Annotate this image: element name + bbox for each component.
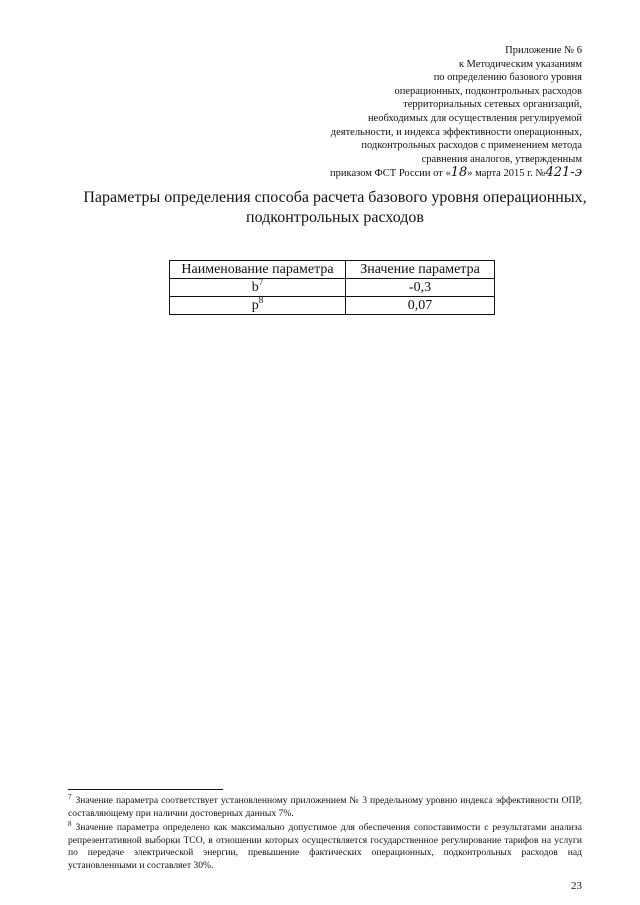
order-mid: » марта 2015 г. №	[467, 168, 546, 180]
appendix-line: деятельности, и индекса эффективности операционных,	[330, 126, 582, 138]
appendix-line: территориальных сетевых организаций,	[403, 99, 582, 111]
appendix-number: Приложение № 6	[505, 45, 582, 56]
table-row	[170, 279, 495, 297]
order-prefix: приказом ФСТ России от «	[330, 168, 451, 180]
table-header-row	[170, 261, 495, 279]
param-footnote-ref: 7	[258, 277, 264, 287]
footnotes	[68, 795, 582, 875]
document-title	[60, 188, 610, 228]
footnote-mark: 7	[68, 793, 72, 801]
title-line-1: Параметры определения способа расчета базового уровня операционных,	[83, 189, 587, 206]
footnote-mark: 8	[68, 820, 72, 829]
page-number: 23	[571, 880, 582, 892]
footnote-text: Значение параметра определено как максимально допустимое для обеспечения сопоставимости с результатами анализа репрезентативной выборки ТСО, в отношении которых осуществляется государственное регулирование тарифов на услуги по передаче электрической энергии, превышение фактических операционных, подконтрольных расходов над установленными и составляет 30%.	[68, 822, 582, 871]
order-line	[330, 166, 582, 181]
appendix-line: к Методическим указаниям	[458, 58, 582, 70]
order-number: 421-э	[545, 165, 582, 181]
footnote	[68, 795, 582, 820]
parameters-table	[169, 260, 495, 315]
appendix-line: операционных, подконтрольных расходов	[394, 85, 582, 97]
appendix-line: по определению базового уровня	[433, 72, 582, 84]
table-row	[170, 297, 495, 315]
appendix-line: необходимых для осуществления регулируемой	[367, 112, 582, 124]
param-name-cell	[170, 279, 346, 297]
footnote	[68, 822, 582, 872]
param-footnote-ref: 8	[258, 295, 264, 305]
order-day: 18	[450, 165, 468, 181]
appendix-header	[330, 44, 582, 181]
appendix-line: сравнения аналогов, утвержденным	[421, 153, 582, 165]
param-name-cell	[170, 297, 346, 315]
footnote-text: Значение параметра соответствует установленному приложением № 3 предельному уровню индекса эффективности ОПР, составляющему при наличии достоверных данных 7%.	[68, 795, 582, 819]
title-line-2: подконтрольных расходов	[246, 209, 424, 226]
header-parameter-name: Наименование параметра	[170, 261, 346, 279]
header-parameter-value: Значение параметра	[346, 261, 495, 279]
param-value: 0,07	[346, 297, 495, 315]
param-name: p	[251, 298, 259, 313]
param-value: -0,3	[346, 279, 495, 297]
appendix-line: подконтрольных расходов с применением метода	[361, 140, 582, 152]
footnote-divider	[68, 789, 223, 790]
param-name: b	[251, 280, 259, 295]
